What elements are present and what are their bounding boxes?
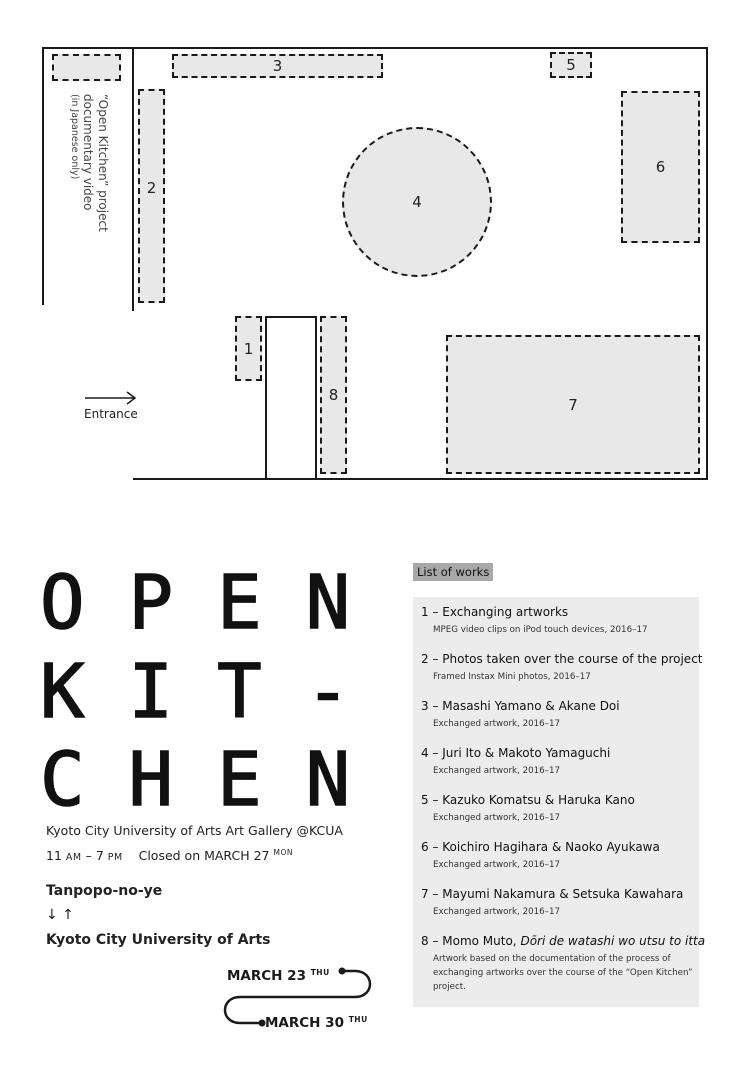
zone-1	[235, 316, 262, 381]
wall-bottom	[133, 478, 708, 480]
title-line-3: CHEN	[40, 737, 395, 823]
entrance-label: Entrance	[84, 407, 138, 421]
video-note	[64, 94, 114, 244]
zone-4	[342, 127, 492, 277]
work-desc: Exchanged artwork, 2016–17	[433, 719, 561, 729]
zone-top-left	[52, 54, 121, 81]
zone-1-label: 1	[243, 339, 254, 358]
work-item	[421, 605, 648, 637]
works-list	[413, 597, 706, 1007]
zone-7	[446, 335, 700, 474]
work-title-italic: Dōri de watashi wo utsu to itta	[520, 934, 706, 948]
hours-dash: –	[85, 848, 92, 863]
route-arrows: ↓ ↑	[46, 907, 74, 923]
hours-open: 11	[46, 848, 62, 863]
work-title: 3 – Masashi Yamano & Akane Doi	[421, 699, 620, 713]
work-title: 6 – Koichiro Hagihara & Naoko Ayukawa	[421, 840, 660, 854]
work-item	[421, 934, 706, 994]
work-desc: MPEG video clips on iPod touch devices, 2016–17	[433, 625, 648, 635]
date-start-day: THU	[310, 968, 330, 977]
hours	[46, 848, 293, 863]
route-from: Tanpopo-no-ye	[46, 883, 163, 899]
video-note-line-2: documentary video	[81, 94, 95, 211]
video-note-line-1: “Open Kitchen” project	[96, 94, 110, 232]
work-item	[421, 887, 683, 919]
date-end-day: THU	[348, 1015, 368, 1024]
zone-6-label: 6	[655, 158, 666, 176]
work-title-prefix: 8 – Momo Muto,	[421, 934, 521, 948]
work-item	[421, 746, 610, 778]
work-title: 4 – Juri Ito & Makoto Yamaguchi	[421, 746, 611, 760]
zone-2-label: 2	[146, 179, 157, 197]
work-item	[421, 699, 620, 731]
work-title: 2 – Photos taken over the course of the project	[421, 652, 703, 666]
hours-pm: PM	[107, 852, 123, 863]
date-start	[227, 968, 330, 984]
entrance-arrow-icon	[84, 390, 138, 406]
work-title: 5 – Kazuko Komatsu & Haruka Kano	[421, 793, 635, 807]
works-label: List of works	[413, 563, 493, 581]
date-start-text: MARCH 23	[227, 968, 306, 984]
work-item	[421, 793, 635, 825]
date-end-text: MARCH 30	[265, 1015, 344, 1031]
closed-date: Closed on MARCH 27	[138, 848, 270, 863]
zone-8	[320, 316, 347, 474]
work-desc: Artwork based on the documentation of the process of exchanging artworks over the course of the “Open Kitchen” project.	[433, 954, 693, 992]
pillar	[265, 316, 317, 480]
work-desc: Exchanged artwork, 2016–17	[433, 813, 561, 823]
title-line-2: KIT-	[40, 649, 395, 735]
zone-2	[138, 89, 165, 303]
zone-5-label: 5	[566, 56, 576, 74]
work-title: 7 – Mayumi Nakamura & Setsuka Kawahara	[421, 887, 684, 901]
venue: Kyoto City University of Arts Art Gallery @KCUA	[46, 823, 343, 838]
work-desc: Framed Instax Mini photos, 2016–17	[433, 672, 591, 682]
hours-close: 7	[95, 848, 104, 863]
zone-3	[172, 54, 383, 78]
work-desc: Exchanged artwork, 2016–17	[433, 907, 561, 917]
wall-left-outer	[42, 47, 44, 305]
work-item	[421, 840, 660, 872]
work-desc: Exchanged artwork, 2016–17	[433, 860, 561, 870]
wall-right	[706, 47, 708, 480]
hours-am: AM	[65, 852, 82, 863]
zone-7-label: 7	[568, 395, 578, 414]
date-end	[265, 1015, 368, 1031]
work-desc: Exchanged artwork, 2016–17	[433, 766, 561, 776]
work-title	[421, 934, 706, 948]
wall-top	[42, 47, 708, 49]
zone-6	[621, 91, 700, 243]
zone-4-label: 4	[412, 193, 422, 211]
closed-day: MON	[273, 848, 293, 857]
route-to: Kyoto City University of Arts	[46, 932, 271, 948]
video-note-line-3: (in Japanese only)	[69, 94, 80, 180]
work-item	[421, 652, 703, 684]
title-line-1: OPEN	[40, 560, 395, 646]
work-title: 1 – Exchanging artworks	[421, 605, 569, 619]
zone-8-label: 8	[328, 386, 339, 404]
zone-5	[550, 52, 592, 78]
wall-left-inner	[132, 47, 134, 311]
zone-3-label: 3	[272, 57, 283, 75]
